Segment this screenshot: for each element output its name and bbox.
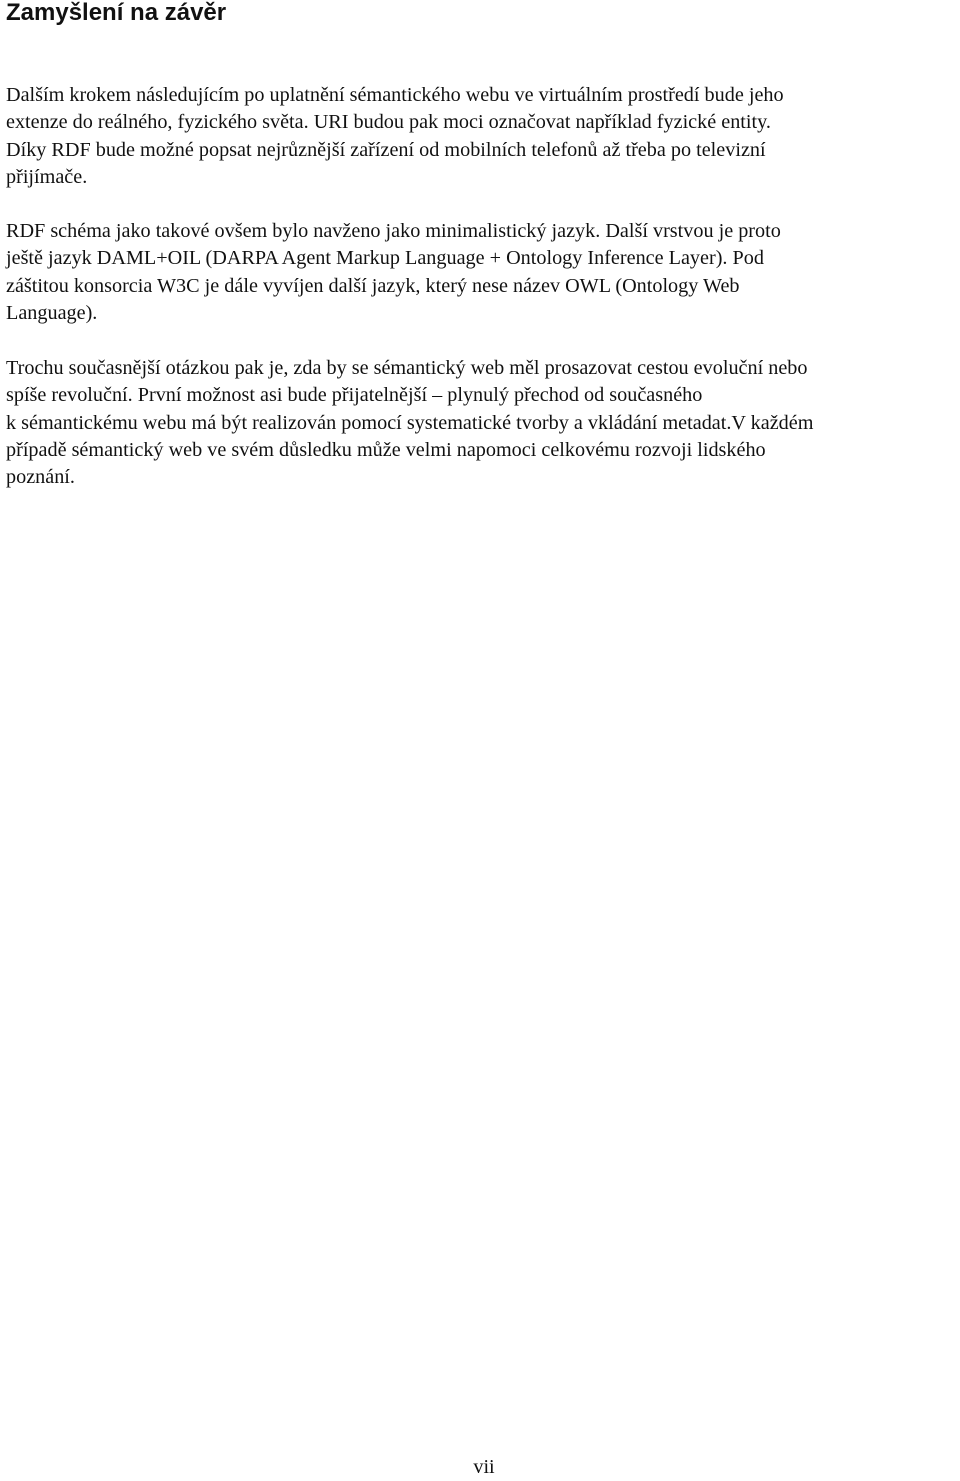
paragraph-line: RDF schéma jako takové ovšem bylo navženo jako minimalistický jazyk. Další vrstvou je proto (6, 220, 781, 242)
paragraph-2 (6, 218, 958, 327)
paragraph-line: případě sémantický web ve svém důsledku může velmi napomoci celkovému rozvoji lidského (6, 438, 766, 461)
paragraph-line: Trochu současnější otázkou pak je, zda by se sémantický web měl prosazovat cestou evoluční nebo (6, 357, 808, 379)
paragraph-1 (6, 82, 958, 191)
paragraph-line: extenze do reálného, fyzického světa. URI budou pak moci označovat například fyzické entity. (6, 111, 771, 134)
paragraph-3 (6, 355, 958, 491)
paragraph-line: poznání. (6, 466, 75, 489)
paragraph-line: Díky RDF bude možné popsat nejrůznější zařízení od mobilních telefonů až třeba po televizní (6, 138, 766, 161)
page-number: vii (473, 1456, 495, 1478)
paragraph-line: spíše revoluční. První možnost asi bude přijatelnější – plynulý přechod od současného (6, 384, 703, 407)
section-heading: Zamyšlení na závěr (6, 0, 227, 26)
paragraph-line: Dalším krokem následujícím po uplatnění sémantického webu ve virtuálním prostředí bude jeho (6, 84, 784, 106)
paragraph-line: záštitou konsorcia W3C je dále vyvíjen další jazyk, který nese název OWL (Ontology Web (6, 274, 740, 297)
paragraph-line: Language). (6, 301, 98, 324)
paragraph-line: k sémantickému webu má být realizován pomocí systematické tvorby a vkládání metadat.V každém (6, 411, 814, 434)
paragraph-line: ještě jazyk DAML+OIL (DARPA Agent Markup Language + Ontology Inference Layer). Pod (6, 247, 764, 270)
paragraph-line: přijímače. (6, 165, 88, 188)
